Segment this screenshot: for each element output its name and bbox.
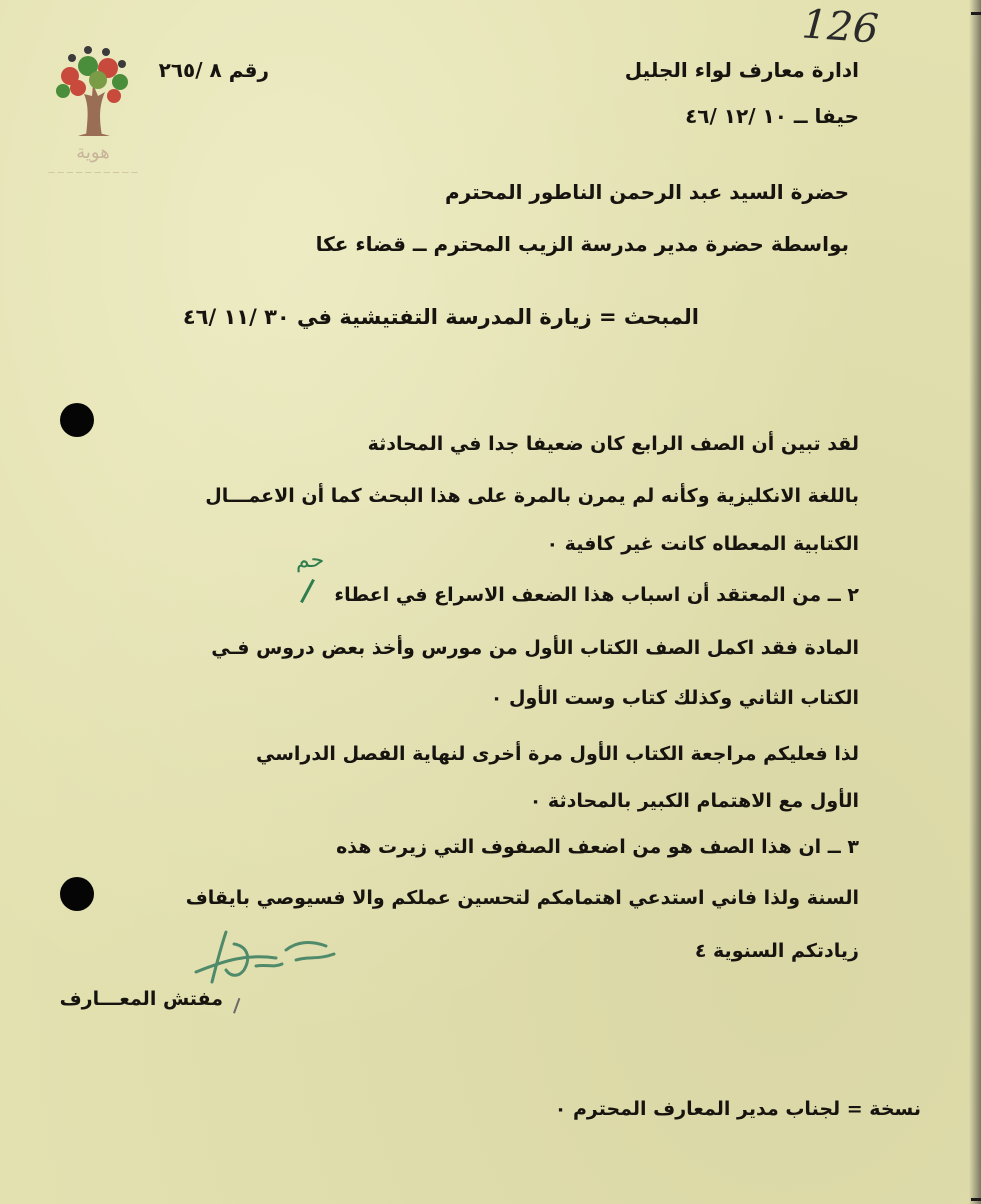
body-line: المادة فقد اكمل الصف الكتاب الأول من مورس وأخذ بعض دروس فـي: [211, 637, 859, 659]
body-line: لذا فعليكم مراجعة الكتاب الأول مرة أخرى لنهاية الفصل الدراسي: [255, 743, 859, 765]
logo-wordmark: هوية: [76, 142, 110, 163]
punch-hole: [60, 877, 94, 911]
body-line: ٢ ــ من المعتقد أن اسباب هذا الضعف الاسراع في اعطاء: [334, 584, 859, 606]
body-line: الكتابية المعطاه كانت غير كافية ٠: [546, 533, 859, 555]
body-line: الأول مع الاهتمام الكبير بالمحادثة ٠: [529, 790, 859, 812]
subject-line: المبحث = زيارة المدرسة التفتيشية في ٣٠ /١١ /٤٦: [182, 305, 699, 329]
scan-tick: [971, 12, 981, 15]
scan-edge-shadow: [969, 0, 981, 1204]
body-line: زيادتكم السنوية ٤: [694, 940, 859, 962]
punch-hole: [60, 403, 94, 437]
body-line: السنة ولذا فاني استدعي اهتمامكم لتحسين عملكم والا فسيوصي بايقاف: [185, 887, 859, 909]
body-line: لقد تبين أن الصف الرابع كان ضعيفا جدا في المحادثة: [367, 433, 859, 455]
signatory-title: مفتش المعـــارف: [59, 988, 223, 1010]
body-line: ٣ ــ ان هذا الصف هو من اضعف الصفوف التي زيرت هذه: [336, 836, 859, 858]
scan-tick: [971, 1198, 981, 1201]
place-and-date: حيفا ــ ١٠ /١٢ /٤٦: [685, 104, 859, 128]
copy-recipient-line: نسخة = لجناب مدير المعارف المحترم ٠: [554, 1098, 921, 1120]
issuing-office: ادارة معارف لواء الجليل: [624, 58, 859, 82]
recipient-line-2: بواسطة حضرة مدير مدرسة الزيب المحترم ــ قضاء عكا: [315, 232, 849, 256]
hawiya-logo: [48, 36, 138, 186]
handwritten-page-number: 126: [800, 1, 880, 53]
recipient-line-1: حضرة السيد عبد الرحمن الناطور المحترم: [444, 180, 849, 204]
logo-caption: — — — — — — — — — —: [47, 168, 139, 176]
marginal-correction: حم: [296, 548, 325, 573]
signature: [186, 920, 346, 990]
reference-number: رقم ٨ /٢٦٥: [158, 58, 269, 82]
tree-logo-icon: [48, 36, 138, 146]
body-line: باللغة الانكليزية وكأنه لم يمرن بالمرة على هذا البحث كما أن الاعمـــال: [205, 485, 859, 507]
body-line: الكتاب الثاني وكذلك كتاب وست الأول ٠: [490, 687, 859, 709]
